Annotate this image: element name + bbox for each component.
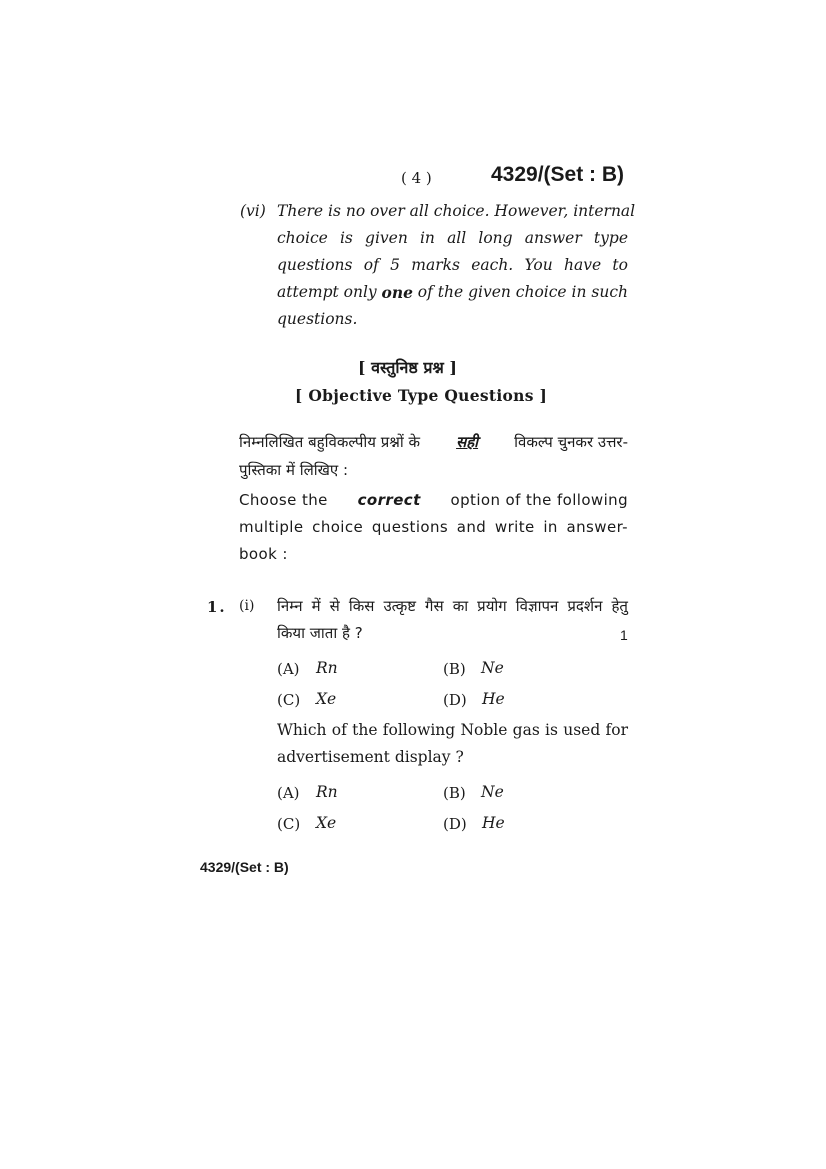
question-marks: 1 [620,627,628,643]
directions-text-segment: विकल्प चुनकर उत्तर- [514,433,628,451]
directions-text-segment: निम्नलिखित बहुविकल्पीय प्रश्नों के [239,433,421,451]
section-title-english: [ Objective Type Questions ] [295,386,548,405]
option-value: Ne [481,783,504,801]
paper-code-footer: 4329/(Set : B) [200,859,289,875]
option-label: (D) [443,691,467,709]
section-title-hindi: [ वस्तुनिष्ठ प्रश्न ] [358,358,457,377]
directions-english-line2: multiple choice questions and write in answer- [239,518,628,536]
option-value: Xe [316,814,337,832]
page-number: ( 4 ) [401,169,432,187]
option-value: He [482,814,505,832]
directions-english-line3: book : [239,545,288,563]
instruction-emphasis: one [381,283,413,302]
option-value: Ne [481,659,504,677]
instruction-line: questions. [277,310,358,328]
instruction-line: There is no over all choice. However, internal [277,202,636,220]
option-label: (C) [277,691,301,709]
instruction-marker: (vi) [240,202,266,220]
option-label: (C) [277,815,301,833]
question-english-line1: Which of the following Noble gas is used for [277,721,628,739]
option-label: (B) [443,784,466,802]
question-hindi-line2: किया जाता है ? [277,624,363,642]
option-label: (A) [277,784,300,802]
directions-english-line1 [239,491,628,509]
directions-text-segment: option of the following [450,491,628,509]
option-label: (A) [277,660,300,678]
instruction-line: questions of 5 marks each. You have to [277,256,628,274]
directions-emphasis: सही [456,433,479,451]
question-number: 1. [207,598,227,616]
option-label: (B) [443,660,466,678]
option-label: (D) [443,815,467,833]
directions-hindi-line1 [239,432,628,452]
instruction-text-segment: of the given choice in such [417,283,628,301]
directions-hindi-line2: पुस्तिका में लिखिए : [239,461,349,479]
directions-text-segment: Choose the [239,491,328,509]
instruction-line: choice is given in all long answer type [277,229,628,247]
option-value: Rn [316,659,338,677]
option-value: He [482,690,505,708]
option-value: Rn [316,783,338,801]
instruction-line [277,279,628,306]
paper-code-header: 4329/(Set : B) [491,163,625,186]
directions-emphasis: correct [357,491,421,509]
instruction-text [277,198,636,333]
option-value: Xe [316,690,337,708]
question-hindi-line1: निम्न में से किस उत्कृष्ट गैस का प्रयोग विज्ञापन प्रदर्शन हेतु [277,597,628,615]
instruction-text-segment: attempt only [277,283,377,301]
question-sub-number: (i) [239,598,255,614]
question-english-line2: advertisement display ? [277,748,464,766]
